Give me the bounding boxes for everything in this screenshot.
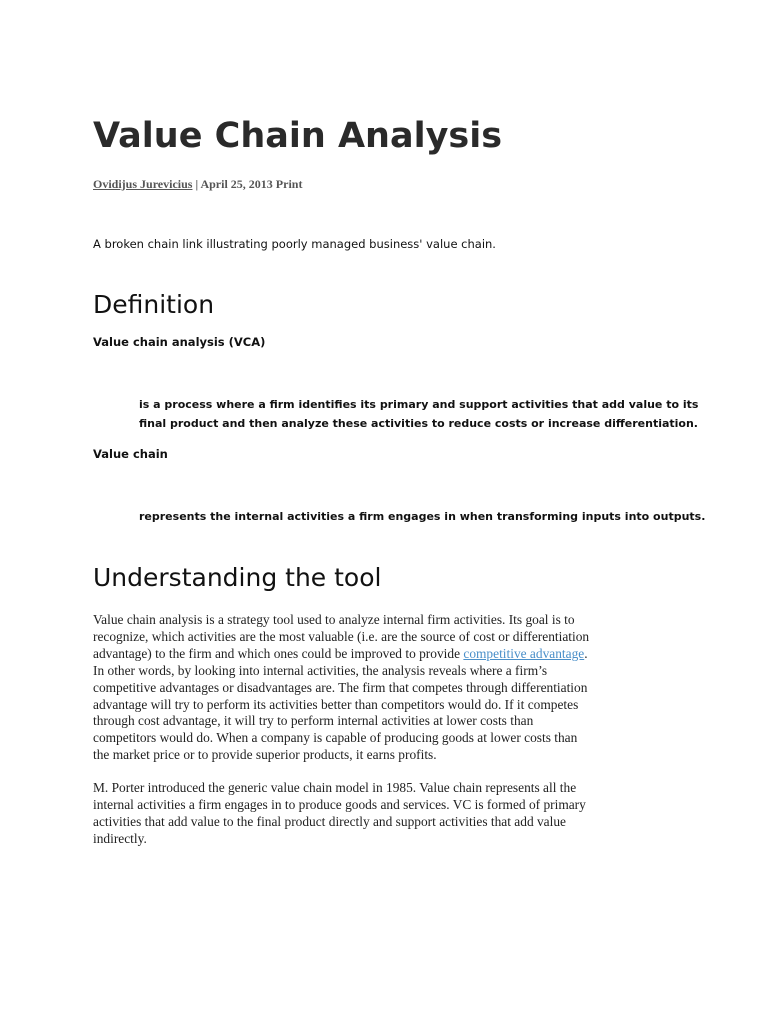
- competitive-advantage-link[interactable]: competitive advantage: [463, 645, 585, 661]
- author-link[interactable]: Ovidijus Jurevicius: [93, 177, 193, 191]
- term-value-chain-analysis: Value chain analysis (VCA): [93, 335, 266, 349]
- paragraph-line: the market price or to provide superior products, it earns profits.: [93, 747, 437, 763]
- definition-line: is a process where a firm identifies its primary and support activities that add value to its: [139, 398, 699, 411]
- paragraph-text: .: [584, 645, 588, 661]
- term-value-chain: Value chain: [93, 447, 168, 461]
- image-caption: A broken chain link illustrating poorly managed business' value chain.: [93, 237, 496, 251]
- paragraph-line: recognize, which activities are the most valuable (i.e. are the source of cost or differentiation: [93, 628, 590, 644]
- article-byline: [93, 176, 302, 192]
- definition-line: represents the internal activities a firm engages in when transforming inputs into outputs.: [139, 510, 706, 523]
- paragraph-line: M. Porter introduced the generic value chain model in 1985. Value chain represents all the: [93, 780, 577, 795]
- paragraph-line: advantage will try to perform its activities better than competitors would do. If it competes: [93, 696, 579, 712]
- paragraph-line: through cost advantage, it will try to perform internal activities at lower costs than: [93, 713, 534, 729]
- paragraph-line: indirectly.: [93, 830, 147, 846]
- paragraph-line: internal activities a firm engages in to produce goods and services. VC is formed of primary: [93, 796, 586, 812]
- understanding-paragraph-1: [93, 612, 673, 764]
- understanding-heading: Understanding the tool: [93, 563, 382, 592]
- paragraph-line-with-link: [93, 646, 673, 663]
- paragraph-line: Value chain analysis is a strategy tool used to analyze internal firm activities. Its goal is to: [93, 612, 575, 627]
- paragraph-line: In other words, by looking into internal activities, the analysis reveals where a firm’s: [93, 662, 548, 678]
- understanding-paragraph-2: [93, 780, 673, 848]
- paragraph-text: advantage) to the firm and which ones could be improved to provide: [93, 645, 464, 661]
- print-link[interactable]: Print: [275, 177, 303, 191]
- article-title: Value Chain Analysis: [93, 116, 503, 156]
- paragraph-line: competitive advantages or disadvantages are. The firm that competes through differentiation: [93, 679, 588, 695]
- definition-line: final product and then analyze these activities to reduce costs or increase differentiation.: [139, 417, 698, 430]
- definition-value-chain-analysis: [139, 395, 699, 433]
- paragraph-line: activities that add value to the final product directly and support activities that add value: [93, 813, 566, 829]
- definition-value-chain: [139, 507, 706, 526]
- definition-heading: Definition: [93, 290, 215, 319]
- paragraph-line: competitors would do. When a company is capable of producing goods at lower costs than: [93, 730, 578, 746]
- byline-separator: |: [192, 177, 201, 191]
- publish-date: April 25, 2013: [200, 177, 273, 191]
